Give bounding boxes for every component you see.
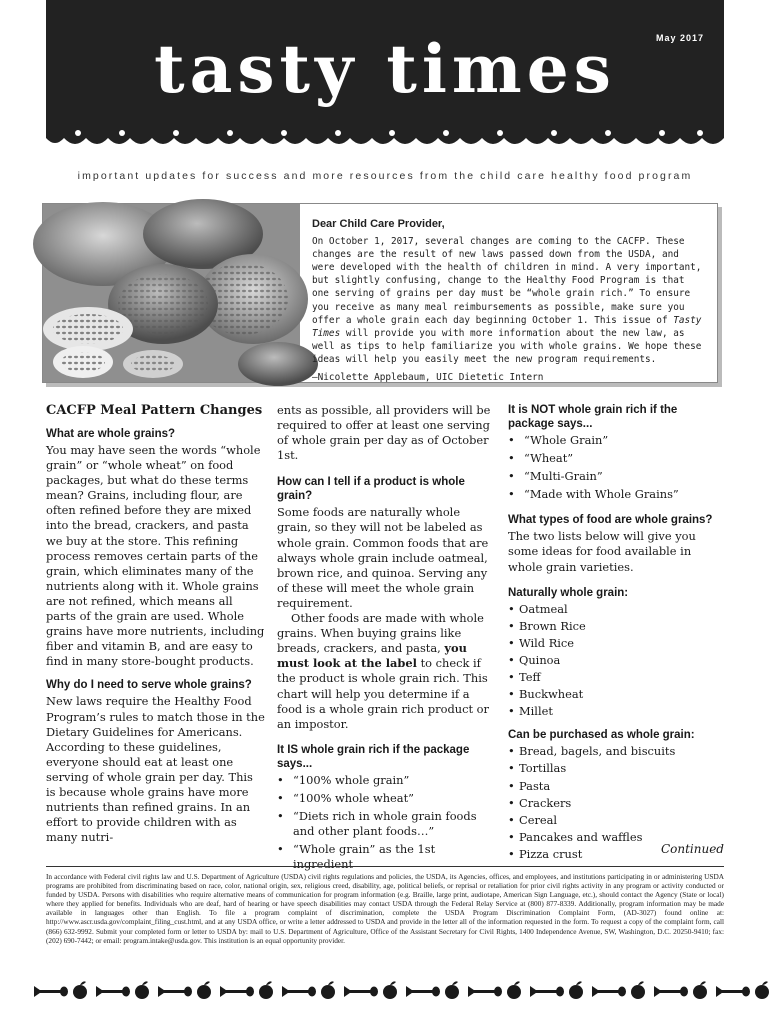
list-item: • Pizza crust	[508, 847, 723, 862]
list-item: • Crackers	[508, 796, 723, 811]
letter-body-part-1: On October 1, 2017, several changes are coming to the CACFP. These changes are the result of new laws passed down from the USDA, and were developed with the health of children in mind. A very important, but slightly confusing, change to the Healthy Food Program is that one serving of grains per day must be “whole grain rich.” To ensure you receive as many meal reimbursements as possible, make sure you offer a whole grain each day beginning October 1. This issue of	[312, 236, 702, 326]
paragraph-how-tell: Some foods are naturally whole grain, so they will not be labeled as whole grain. Common foods that are always whole grain include oatmeal, brown rice, and quinoa. Serving any of these will meet the whole grain requirement.	[277, 505, 489, 610]
list-item: • Buckwheat	[508, 687, 723, 702]
letter-body	[312, 235, 707, 366]
heading-purchased-whole-grain: Can be purchased as whole grain:	[508, 729, 695, 742]
newsletter-name-italic: Tasty Times	[312, 314, 702, 339]
paragraph-types: The two lists below will give you some ideas for food available in whole grain varieties.	[508, 529, 696, 574]
other-foods-part-2: to check if the product is whole grain rich. This chart will help you determine if a food is a whole grain rich product or an impostor.	[277, 656, 489, 731]
list-item: • Teff	[508, 670, 723, 685]
list-item: • “100% whole wheat”	[277, 791, 493, 806]
column-2	[277, 403, 493, 875]
letter-signature: —Nicolette Applebaum, UIC Dietetic Intern	[312, 372, 544, 384]
list-item: • Quinoa	[508, 653, 723, 668]
list-item: • Brown Rice	[508, 619, 723, 634]
newsletter-title: tasty times	[154, 30, 616, 108]
column-3	[508, 403, 723, 864]
list-item: • “Whole Grain”	[508, 433, 723, 448]
list-item: • Pancakes and waffles	[508, 830, 723, 845]
list-item: • Millet	[508, 704, 723, 719]
issue-date: May 2017	[655, 33, 704, 43]
list-item: • “Multi-Grain”	[508, 469, 723, 484]
is-whole-grain-list	[277, 773, 493, 873]
tagline: important updates for success and more resources from the child care healthy food program	[77, 170, 693, 182]
list-item: • Cereal	[508, 813, 723, 828]
not-whole-grain-list	[508, 433, 723, 502]
list-item: • Bread, bagels, and biscuits	[508, 744, 723, 759]
list-item: • “Wheat”	[508, 451, 723, 466]
footer-divider	[46, 866, 724, 867]
list-item: • Tortillas	[508, 761, 723, 776]
other-foods-part-1: Other foods are made with whole grains. When buying grains like breads, crackers, and pasta,	[277, 611, 484, 656]
utensil-apple-border-icon	[30, 980, 742, 1002]
continued-label: Continued	[660, 842, 724, 856]
nondiscrimination-statement: In accordance with Federal civil rights law and U.S. Department of Agriculture (USDA) civil rights regulations and policies, the USDA, its Agencies, offices, and employees, and institutions participating in or administering USDA programs are prohibited from discriminating based on race, color, national origin, sex, religious creed, disability, age, political beliefs, or reprisal or retaliation for prior civil rights activity in any program or activity conducted or funded by USDA. Persons with disabilities who require alternative means of communication for program information (e.g. Braille, large print, audiotape, American Sign Language, etc.), should contact the Agency (State or local) where they applied for benefits. Individuals who are deaf, hard of hearing or have speech disabilities may contact USDA through the Federal Relay Service at (800) 877-8339. Additionally, program information may be made available in languages other than English. To file a program complaint of discrimination, complete the USDA Program Discrimination Complaint Form, (AD-3027) found online at: http://www.ascr.usda.gov/complaint_filing_cust.html, and at any USDA office, or write a letter addressed to USDA and provide in the letter all of the information requested in the form. To request a copy of the complaint form, call (866) 632-9992. Submit your completed form or letter to USDA by: mail to U.S. Department of Agriculture, Office of the Assistant Secretary for Civil Rights, 1400 Independence Avenue, SW, Washington, D.C. 20250-9410; fax: (202) 690-7442; or email: program.intake@usda.gov. This institution is an equal opportunity provider.	[46, 872, 724, 945]
paragraph-other-foods	[277, 611, 493, 732]
banner-dots	[0, 128, 770, 142]
column-1	[46, 403, 265, 845]
heading-types-of-food: What types of food are whole grains?	[508, 514, 713, 527]
heading-is-whole-grain: It IS whole grain rich if the package says...	[277, 743, 470, 770]
list-item: • Pasta	[508, 779, 723, 794]
letter-text	[312, 218, 707, 384]
list-item: • “Diets rich in whole grain foods and other plant foods…”	[277, 809, 493, 839]
list-item: • Oatmeal	[508, 602, 723, 617]
list-item: • “100% whole grain”	[277, 773, 493, 788]
heading-not-whole-grain: It is NOT whole grain rich if the package says...	[508, 404, 678, 430]
letter-body-part-2: will provide you with more information about the new law, as well as tips to help familiarize you with whole grains. We hope these ideas will help you easily meet the new program requirements.	[312, 327, 702, 365]
paragraph-whole-grains: You may have seen the words “whole grain” or “whole wheat” on food packages, but what do these terms mean? Grains, including flour, are often refined before they are mixed into the bread, crackers, and pasta we buy at the store. This refining process removes certain parts of the grain, which eliminates many of the nutrients along with it. Whole grains are not refined, which means all parts of the grain are used. Whole grains have more nutrients, including fiber and vitamin B, and are easy to find in many store-bought products.	[46, 443, 265, 669]
letter-greeting: Dear Child Care Provider,	[312, 218, 445, 230]
list-item: • Wild Rice	[508, 636, 723, 651]
heading-naturally-whole-grain: Naturally whole grain:	[508, 586, 629, 599]
whole-grain-breads-photo	[43, 204, 300, 382]
look-at-label-bold: you must look at the label	[277, 641, 467, 671]
naturally-whole-grain-list	[508, 602, 723, 720]
paragraph-why-serve-continued: ents as possible, all providers will be required to offer at least one serving of whole grain per day as of October 1st.	[277, 403, 491, 463]
list-item: • “Made with Whole Grains”	[508, 487, 723, 502]
heading-why-serve: Why do I need to serve whole grains?	[46, 679, 252, 692]
article-title: CACFP Meal Pattern Changes	[46, 403, 263, 418]
intro-letter-box	[42, 203, 718, 383]
list-item: • “Whole grain” as the 1st ingredient	[277, 842, 493, 872]
heading-what-are-whole-grains: What are whole grains?	[46, 428, 176, 440]
masthead-banner	[46, 0, 724, 134]
paragraph-why-serve: New laws require the Healthy Food Program’s rules to match those in the Dietary Guidelines for Americans. According to these guidelines, everyone should eat at least one serving of whole grain per day. This is because whole grains have more nutrients than refined grains. In an effort to provide children with as many nutri-	[46, 694, 265, 845]
heading-how-tell: How can I tell if a product is whole grain?	[277, 476, 465, 503]
